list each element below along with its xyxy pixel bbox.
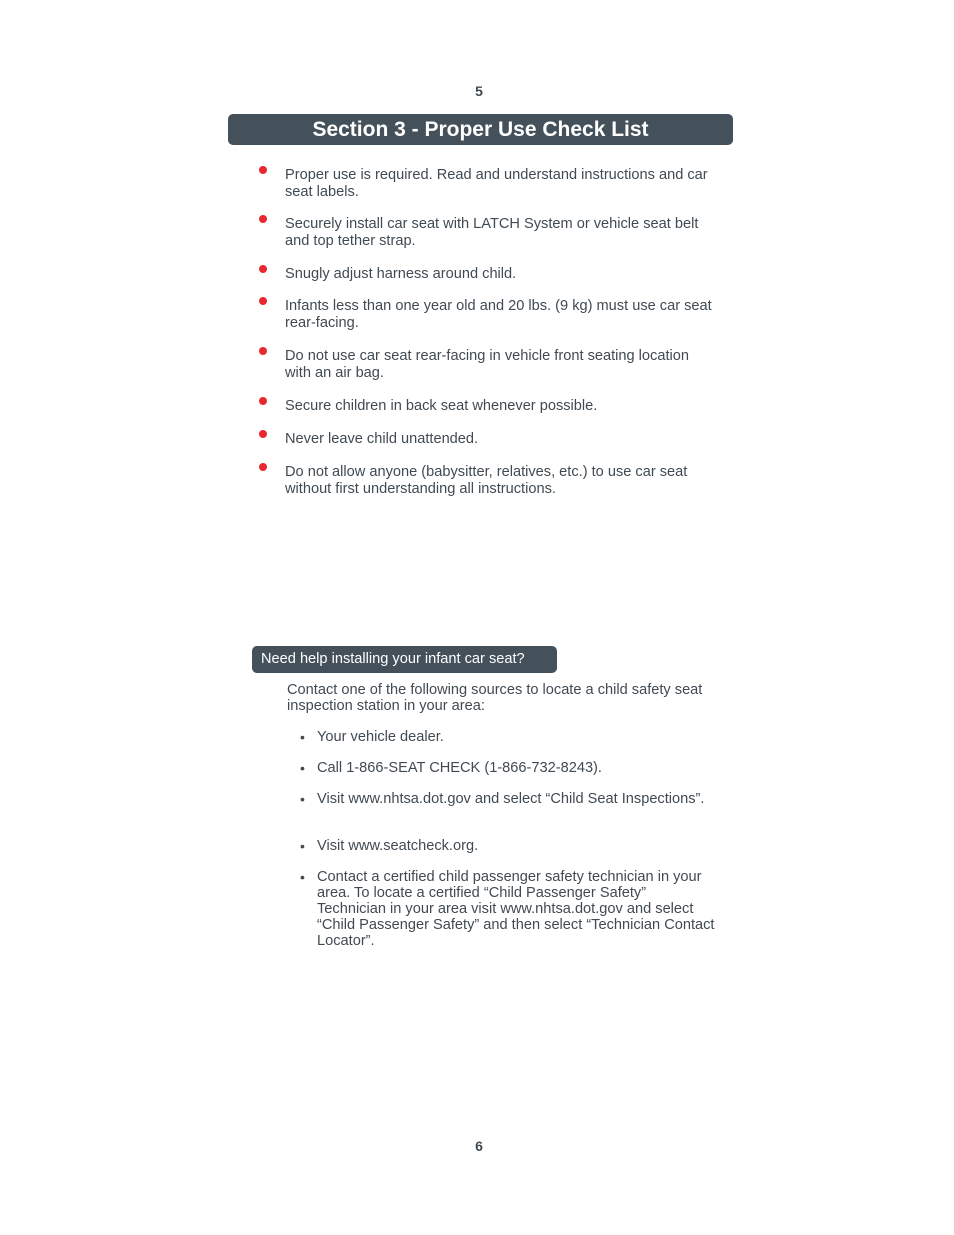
checklist-item-text: Securely install car seat with LATCH System or vehicle seat belt and top tether strap. xyxy=(285,216,699,249)
checklist-item-text: Snugly adjust harness around child. xyxy=(285,266,517,282)
bullet-icon: • xyxy=(300,838,305,854)
source-item-text: Your vehicle dealer. xyxy=(317,729,444,745)
help-heading: Need help installing your infant car seat? xyxy=(252,646,557,673)
bullet-icon: • xyxy=(300,729,305,745)
bullet-icon: • xyxy=(300,760,305,776)
red-bullet-icon xyxy=(259,215,267,223)
red-bullet-icon xyxy=(259,463,267,471)
checklist-item-text: Secure children in back seat whenever possible. xyxy=(285,398,598,414)
red-bullet-icon xyxy=(259,397,267,405)
source-item-text: Visit www.seatcheck.org. xyxy=(317,838,479,854)
page-number-top: 5 xyxy=(475,83,483,99)
red-bullet-icon xyxy=(259,166,267,174)
checklist-item-text: Do not use car seat rear-facing in vehicle front seating location with an air bag. xyxy=(285,348,689,381)
red-bullet-icon xyxy=(259,347,267,355)
red-bullet-icon xyxy=(259,430,267,438)
bullet-icon: • xyxy=(300,869,305,885)
source-item-text: Call 1-866-SEAT CHECK (1-866-732-8243). xyxy=(317,760,602,776)
checklist-item-text: Never leave child unattended. xyxy=(285,431,479,447)
source-item-text: Contact a certified child passenger safety technician in your area. To locate a certified “Child Passenger Safety” Technician in your area visit www.nhtsa.dot.gov and select “Child Passenger Safety” and then select “Technician Contact Locator”. xyxy=(317,869,715,949)
source-item-text: Visit www.nhtsa.dot.gov and select “Child Seat Inspections”. xyxy=(317,791,705,807)
red-bullet-icon xyxy=(259,297,267,305)
help-intro: Contact one of the following sources to locate a child safety seat inspection station in your area: xyxy=(287,682,703,714)
checklist-item-text: Proper use is required. Read and understand instructions and car seat labels. xyxy=(285,167,708,200)
page-number-bottom: 6 xyxy=(475,1138,483,1154)
checklist-item-text: Infants less than one year old and 20 lbs. (9 kg) must use car seat rear-facing. xyxy=(285,298,712,331)
bullet-icon: • xyxy=(300,791,305,807)
checklist-item-text: Do not allow anyone (babysitter, relatives, etc.) to use car seat without first understanding all instructions. xyxy=(285,464,688,497)
red-bullet-icon xyxy=(259,265,267,273)
section-title: Section 3 - Proper Use Check List xyxy=(228,114,733,145)
